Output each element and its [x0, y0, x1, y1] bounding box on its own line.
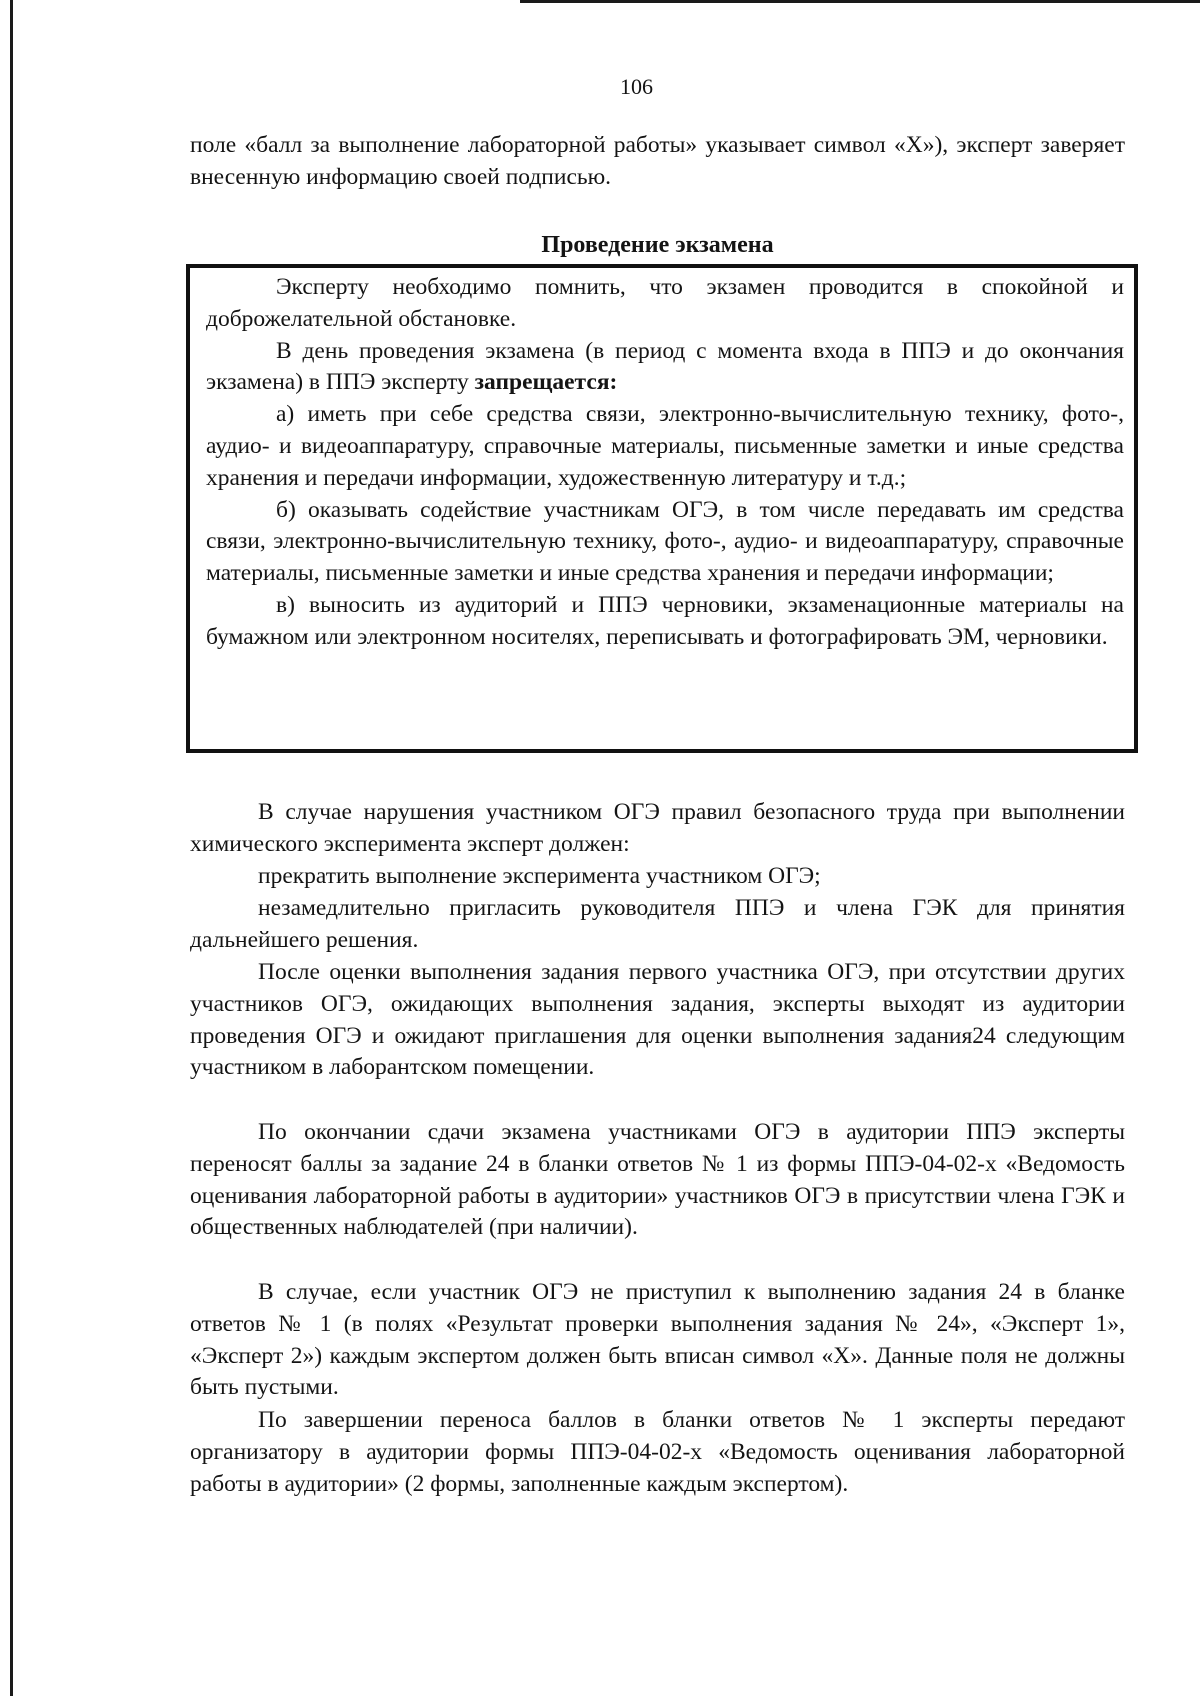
box-item-a: а) иметь при себе средства связи, электронно-вычислительную технику, фото-, аудио- и видеоаппаратуру, справочные материалы, письменные заметки и иные средства хранения и передачи информации, художественную литературу и т.д.;: [206, 401, 1124, 491]
box-paragraph-prohibited: [206, 336, 1124, 400]
box-item-c: в) выносить из аудиторий и ППЭ черновики, экзаменационные материалы на бумажном или электронном носителях, переписывать и фотографировать ЭМ, черновики.: [206, 591, 1124, 650]
prohibited-word: запрещается:: [474, 369, 618, 396]
paragraph-invite: незамедлительно пригласить руководителя ППЭ и члена ГЭК для принятия дальнейшего решения.: [190, 895, 1125, 953]
prohibitions-box: [186, 264, 1138, 753]
box-paragraph-calm: Эксперту необходимо помнить, что экзамен проводится в спокойной и доброжелательной обстановке.: [206, 274, 1124, 332]
paragraph-transfer-scores: По окончании сдачи экзамена участниками ОГЭ в аудитории ППЭ эксперты переносят баллы за задание 24 в бланки ответов № 1 из формы ППЭ-04-02-х «Ведомость оценивания лабораторной работы в аудитории» участников ОГЭ в присутствии члена ГЭК и общественных наблюдателей (при наличии).: [190, 1119, 1125, 1241]
paragraph-not-started: В случае, если участник ОГЭ не приступил к выполнению задания 24 в бланке ответов № 1 (в полях «Результат проверки выполнения задания № 24», «Эксперт 1», «Эксперт 2») каждым экспертом должен быть вписан символ «Х». Данные поля не должны быть пустыми.: [190, 1279, 1125, 1401]
paragraph-stop: прекратить выполнение эксперимента участником ОГЭ;: [258, 863, 821, 889]
box-item-b: б) оказывать содействие участникам ОГЭ, в том числе передавать им средства связи, электронно-вычислительную технику, фото-, аудио- и видеоаппаратуру, справочные материалы, письменные заметки и иные средства хранения и передачи информации;: [206, 496, 1124, 587]
paragraph-completion: По завершении переноса баллов в бланки ответов № 1 эксперты передают организатору в аудитории формы ППЭ-04-02-х «Ведомость оценивания лабораторной работы в аудитории» (2 формы, заполненные каждым экспертом).: [190, 1407, 1125, 1497]
intro-paragraph: поле «балл за выполнение лабораторной работы» указывает символ «Х»), эксперт заверяет внесенную информацию своей подписью.: [190, 132, 1125, 190]
scan-border-top: [520, 0, 1200, 3]
paragraph-violation: В случае нарушения участником ОГЭ правил безопасного труда при выполнении химического эксперимента эксперт должен:: [190, 799, 1125, 857]
paragraph-after-assessment: После оценки выполнения задания первого участника ОГЭ, при отсутствии других участников ОГЭ, ожидающих выполнения задания, эксперты выходят из аудитории проведения ОГЭ и ожидают приглашения для оценки выполнения задания24 следующим участником в лаборантском помещении.: [190, 959, 1125, 1081]
scan-border-left: [10, 0, 13, 1696]
page-number: 106: [620, 74, 653, 99]
section-heading: Проведение экзамена: [541, 232, 774, 258]
prohibited-intro: В день проведения экзамена (в период с момента входа в ППЭ и до окончания экзамена) в ППЭ эксперту: [206, 337, 1124, 396]
